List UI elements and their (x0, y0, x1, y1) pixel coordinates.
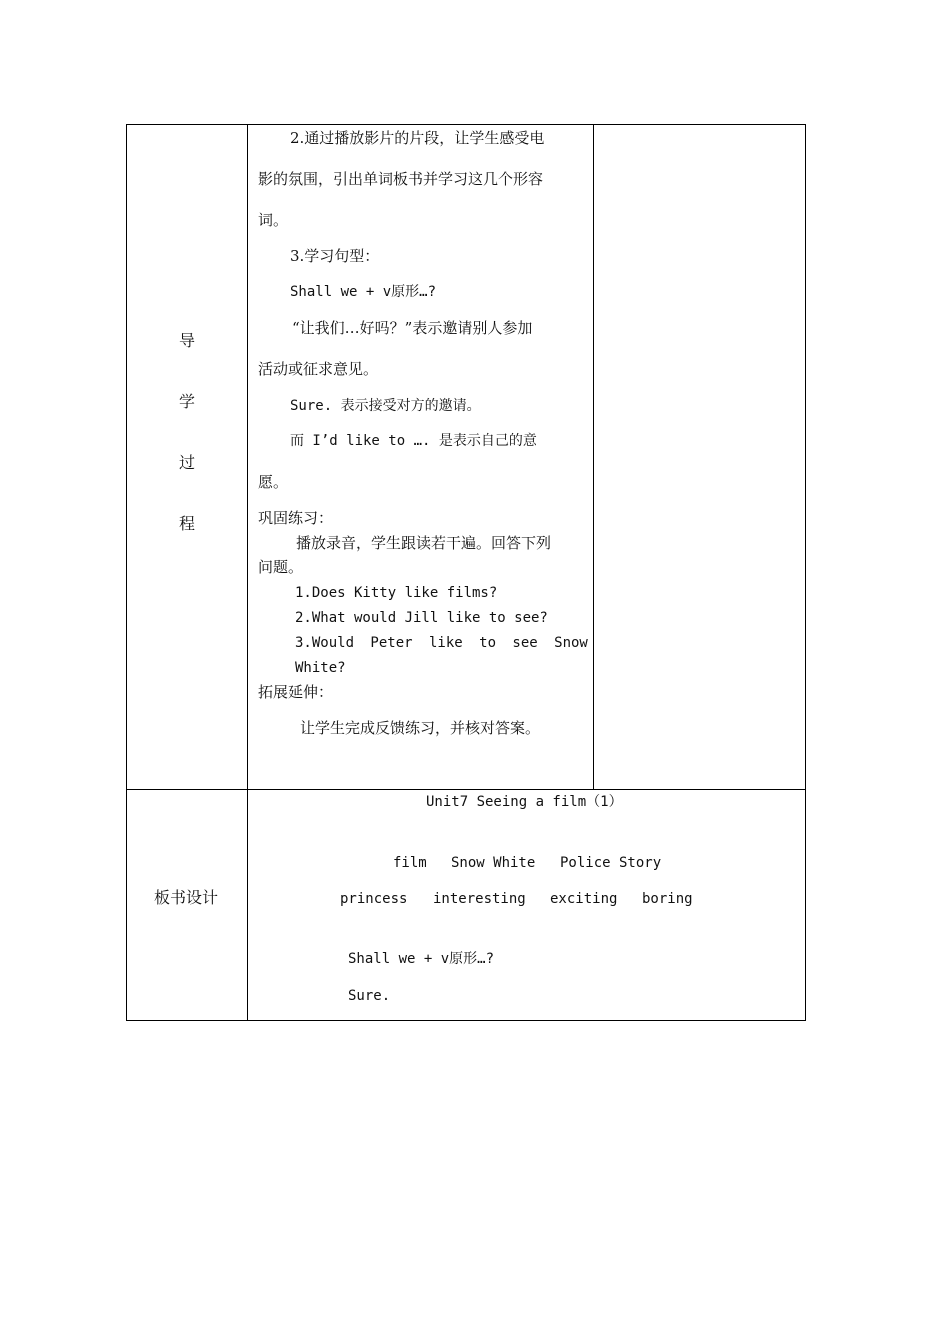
board-word-boring: boring (642, 891, 693, 907)
step3-heading: 3.学习句型： (290, 247, 380, 265)
column-divider-2 (593, 124, 594, 790)
pattern-shall: Shall we + v原形…? (290, 284, 437, 300)
board-pattern: Shall we + v原形…? (348, 951, 495, 967)
board-word-princess: princess (340, 891, 408, 907)
step2-line1: 2.通过播放影片的片段，让学生感受电 (290, 129, 545, 147)
board-response: Sure. (348, 988, 391, 1004)
question-1: 1.Does Kitty like films? (295, 585, 498, 601)
board-label: 板书设计 (154, 888, 219, 907)
explain-line1: “让我们…好吗？”表示邀请别人参加 (292, 319, 533, 337)
lesson-table (126, 124, 806, 1021)
practice-line2: 问题。 (258, 558, 304, 576)
question-3-cont: White? (295, 660, 346, 676)
board-word-film: film (393, 855, 427, 871)
table-border-top (126, 124, 806, 125)
process-label-char-1: 导 (179, 331, 196, 350)
process-label-char-3: 过 (179, 453, 196, 472)
table-border-bottom (126, 1020, 806, 1021)
board-word-snow-white: Snow White (451, 855, 536, 871)
explain-line2: 活动或征求意见。 (258, 360, 379, 378)
column-divider-1 (247, 124, 248, 1021)
board-word-interesting: interesting (433, 891, 526, 907)
idlike-line2: 愿。 (258, 473, 289, 491)
extension-heading: 拓展延伸： (258, 683, 334, 701)
question-3: 3.Would Peter like to see Snow (295, 635, 588, 651)
practice-line1: 播放录音，学生跟读若干遍。回答下列 (296, 534, 552, 552)
table-border-right (805, 124, 806, 1021)
step2-line3: 词。 (258, 211, 289, 229)
board-word-police-story: Police Story (560, 855, 662, 871)
board-word-exciting: exciting (550, 891, 618, 907)
process-label-char-2: 学 (179, 392, 196, 411)
step2-line2: 影的氛围，引出单词板书并学习这几个形容 (258, 170, 544, 188)
row-divider (126, 789, 806, 790)
table-border-left (126, 124, 127, 1021)
idlike-line1: 而 I’d like to …. 是表示自己的意 (290, 433, 537, 449)
practice-heading: 巩固练习： (258, 509, 334, 527)
process-label-char-4: 程 (179, 514, 196, 533)
sure-line: Sure. 表示接受对方的邀请。 (290, 398, 481, 414)
board-title: Unit7 Seeing a film（1） (426, 794, 623, 810)
question-2: 2.What would Jill like to see? (295, 610, 548, 626)
extension-text: 让学生完成反馈练习，并核对答案。 (300, 719, 541, 737)
